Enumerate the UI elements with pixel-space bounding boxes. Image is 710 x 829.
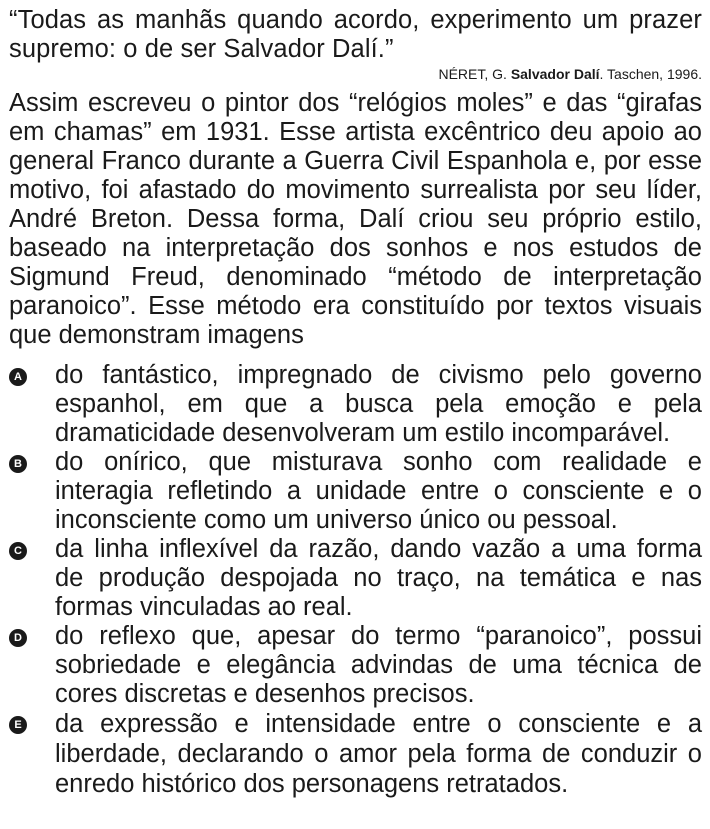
option-a[interactable]	[9, 361, 702, 448]
option-a-text: do fantástico, impregnado de civismo pelo governo espanhol, em que a busca pela emoção e pela dramaticidade desenvolveram um estilo incomparável.	[55, 361, 702, 447]
option-d-text: do reflexo que, apesar do termo “paranoico”, possui sobriedade e elegância advindas de uma técnica de cores discretas e desenhos precisos.	[55, 622, 702, 708]
citation-title: Salvador Dalí	[510, 66, 600, 82]
option-c-letter-icon: C	[9, 542, 27, 560]
option-e-text: da expressão e intensidade entre o consciente e a liberdade, declarando o amor pela forma de conduzir o enredo histórico dos personagens retratados.	[55, 710, 702, 798]
question-page	[9, 6, 702, 799]
option-b-letter-icon: B	[9, 455, 27, 473]
citation-suffix: . Taschen, 1996.	[599, 66, 702, 82]
option-d[interactable]	[9, 622, 702, 709]
citation-prefix: NÉRET, G.	[438, 66, 511, 82]
citation	[9, 65, 702, 83]
option-b-text: do onírico, que misturava sonho com realidade e interagia refletindo a unidade entre o consciente e o inconsciente como um universo único ou pessoal.	[55, 448, 702, 534]
option-a-letter-icon: A	[9, 368, 27, 386]
option-e-letter-icon: E	[9, 716, 27, 734]
question-stem: Assim escreveu o pintor dos “relógios moles” e das “girafas em chamas” em 1931. Esse artista excêntrico deu apoio ao general Franco durante a Guerra Civil Espanhola e, por esse motivo, foi afastado do movimento surrealista por seu líder, André Breton. Dessa forma, Dalí criou seu próprio estilo, baseado na interpretação dos sonhos e nos estudos de Sigmund Freud, denominado “método de interpretação paranoico”. Esse método era constituído por textos visuais que demonstram imagens	[9, 89, 702, 349]
option-c-text: da linha inflexível da razão, dando vazão a uma forma de produção despojada no traço, na temática e nas formas vinculadas ao real.	[55, 535, 702, 621]
option-b[interactable]	[9, 448, 702, 535]
option-e[interactable]	[9, 709, 702, 799]
option-d-letter-icon: D	[9, 629, 27, 647]
option-c[interactable]	[9, 535, 702, 622]
epigraph-quote: “Todas as manhãs quando acordo, experimento um prazer supremo: o de ser Salvador Dalí.”	[9, 6, 702, 63]
answer-options	[9, 361, 702, 799]
